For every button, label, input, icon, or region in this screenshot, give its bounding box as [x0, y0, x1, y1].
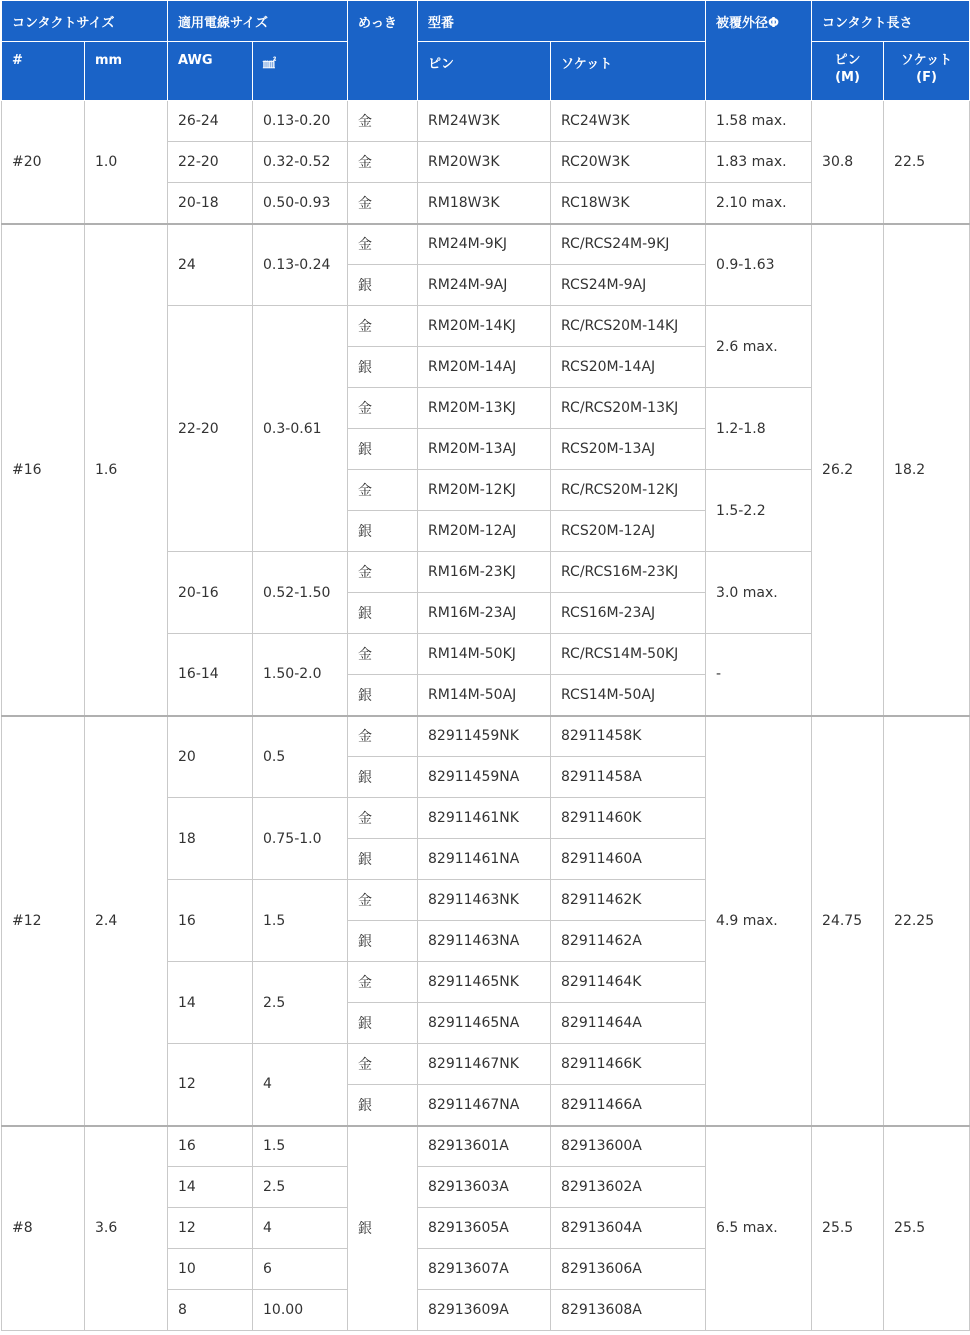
awg-cell: 24 — [168, 224, 253, 306]
header-socket: ソケット — [551, 42, 706, 101]
pin-model-cell: 82913607A — [418, 1249, 551, 1290]
awg-cell: 8 — [168, 1290, 253, 1331]
socket-model-cell: RC/RCS20M-12KJ — [551, 470, 706, 511]
pin-model-cell: 82911467NA — [418, 1085, 551, 1126]
awg-cell: 18 — [168, 798, 253, 880]
awg-cell: 12 — [168, 1208, 253, 1249]
plating-cell: 銀 — [348, 511, 418, 552]
pin-length-cell: 26.2 — [812, 224, 884, 716]
sqmm-cell: 0.3-0.61 — [253, 306, 348, 552]
pin-model-cell: RM24M-9AJ — [418, 265, 551, 306]
awg-cell: 10 — [168, 1249, 253, 1290]
pin-model-cell: 82911465NK — [418, 962, 551, 1003]
awg-cell: 26-24 — [168, 101, 253, 142]
socket-model-cell: RC20W3K — [551, 142, 706, 183]
sqmm-cell: 0.32-0.52 — [253, 142, 348, 183]
header-row-2 — [2, 42, 970, 101]
awg-cell: 14 — [168, 1167, 253, 1208]
awg-cell: 16 — [168, 880, 253, 962]
socket-model-cell: 82911462K — [551, 880, 706, 921]
plating-cell: 金 — [348, 1044, 418, 1085]
header-pin-length-line1: ピン — [834, 53, 861, 68]
pin-length-cell: 25.5 — [812, 1126, 884, 1331]
socket-length-cell: 22.25 — [884, 716, 970, 1126]
header-pin-length — [812, 42, 884, 101]
table-row — [2, 101, 970, 142]
sqmm-cell: 4 — [253, 1044, 348, 1126]
contact-size-cell: #12 — [2, 716, 85, 1126]
pin-model-cell: 82911459NA — [418, 757, 551, 798]
header-wire-size: 適用電線サイズ — [168, 1, 348, 42]
plating-cell: 銀 — [348, 757, 418, 798]
pin-model-cell: 82913609A — [418, 1290, 551, 1331]
awg-cell: 20-18 — [168, 183, 253, 224]
pin-model-cell: 82911463NA — [418, 921, 551, 962]
socket-model-cell: RCS16M-23AJ — [551, 593, 706, 634]
pin-model-cell: RM18W3K — [418, 183, 551, 224]
socket-model-cell: 82913600A — [551, 1126, 706, 1167]
plating-cell: 金 — [348, 183, 418, 224]
pin-length-cell: 24.75 — [812, 716, 884, 1126]
table-body — [2, 101, 970, 1331]
sqmm-cell: 6 — [253, 1249, 348, 1290]
sqmm-cell: 0.75-1.0 — [253, 798, 348, 880]
awg-cell: 20 — [168, 716, 253, 798]
plating-cell: 銀 — [348, 593, 418, 634]
pin-model-cell: RM20M-14KJ — [418, 306, 551, 347]
pin-model-cell: RM20M-13AJ — [418, 429, 551, 470]
plating-cell: 銀 — [348, 1085, 418, 1126]
socket-model-cell: RC24W3K — [551, 101, 706, 142]
sqmm-cell: 0.13-0.20 — [253, 101, 348, 142]
pin-model-cell: RM20M-12KJ — [418, 470, 551, 511]
pin-model-cell: RM16M-23AJ — [418, 593, 551, 634]
pin-model-cell: 82911463NK — [418, 880, 551, 921]
pin-model-cell: RM20M-14AJ — [418, 347, 551, 388]
socket-model-cell: 82913602A — [551, 1167, 706, 1208]
table-row — [2, 1126, 970, 1167]
contact-size-cell: #20 — [2, 101, 85, 224]
sqmm-cell: 10.00 — [253, 1290, 348, 1331]
pin-length-cell: 30.8 — [812, 101, 884, 224]
plating-cell: 金 — [348, 101, 418, 142]
header-sqmm: ㎟ — [253, 42, 348, 101]
pin-model-cell: RM24W3K — [418, 101, 551, 142]
header-mm: mm — [85, 42, 168, 101]
sqmm-cell: 2.5 — [253, 1167, 348, 1208]
plating-cell: 金 — [348, 470, 418, 511]
awg-cell: 16-14 — [168, 634, 253, 716]
awg-cell: 12 — [168, 1044, 253, 1126]
socket-model-cell: RCS14M-50AJ — [551, 675, 706, 716]
contact-mm-cell: 3.6 — [85, 1126, 168, 1331]
insulation-od-cell: 6.5 max. — [706, 1126, 812, 1331]
header-socket-length — [884, 42, 970, 101]
plating-cell: 銀 — [348, 839, 418, 880]
table-row — [2, 224, 970, 265]
pin-model-cell: 82913601A — [418, 1126, 551, 1167]
sqmm-cell: 1.5 — [253, 880, 348, 962]
header-socket-length-line2: (F) — [916, 70, 937, 85]
plating-cell: 金 — [348, 552, 418, 593]
socket-model-cell: 82911464A — [551, 1003, 706, 1044]
plating-cell: 金 — [348, 880, 418, 921]
sqmm-cell: 0.50-0.93 — [253, 183, 348, 224]
pin-model-cell: RM24M-9KJ — [418, 224, 551, 265]
socket-model-cell: 82913604A — [551, 1208, 706, 1249]
contact-size-cell: #16 — [2, 224, 85, 716]
socket-model-cell: 82911458K — [551, 716, 706, 757]
sqmm-cell: 1.50-2.0 — [253, 634, 348, 716]
socket-length-cell: 25.5 — [884, 1126, 970, 1331]
socket-model-cell: 82911462A — [551, 921, 706, 962]
socket-model-cell: 82911466K — [551, 1044, 706, 1085]
header-contact-size: コンタクトサイズ — [2, 1, 168, 42]
contact-mm-cell: 2.4 — [85, 716, 168, 1126]
plating-cell: 銀 — [348, 675, 418, 716]
socket-model-cell: RC/RCS20M-14KJ — [551, 306, 706, 347]
contact-mm-cell: 1.6 — [85, 224, 168, 716]
plating-cell: 金 — [348, 224, 418, 265]
insulation-od-cell: - — [706, 634, 812, 716]
pin-model-cell: 82911459NK — [418, 716, 551, 757]
sqmm-cell: 2.5 — [253, 962, 348, 1044]
sqmm-cell: 1.5 — [253, 1126, 348, 1167]
contact-spec-table — [1, 0, 970, 1331]
insulation-od-cell: 2.6 max. — [706, 306, 812, 388]
socket-model-cell: RCS24M-9AJ — [551, 265, 706, 306]
header-pin-length-line2: (M) — [835, 70, 860, 85]
sqmm-cell: 0.13-0.24 — [253, 224, 348, 306]
pin-model-cell: 82913605A — [418, 1208, 551, 1249]
header-socket-length-line1: ソケット — [900, 53, 953, 68]
pin-model-cell: RM14M-50KJ — [418, 634, 551, 675]
pin-model-cell: RM14M-50AJ — [418, 675, 551, 716]
sqmm-cell: 0.52-1.50 — [253, 552, 348, 634]
table-row — [2, 716, 970, 757]
awg-cell: 22-20 — [168, 142, 253, 183]
plating-cell: 銀 — [348, 265, 418, 306]
socket-model-cell: 82911466A — [551, 1085, 706, 1126]
insulation-od-cell: 3.0 max. — [706, 552, 812, 634]
pin-model-cell: RM20M-12AJ — [418, 511, 551, 552]
socket-model-cell: 82913608A — [551, 1290, 706, 1331]
header-pin: ピン — [418, 42, 551, 101]
socket-model-cell: 82911460K — [551, 798, 706, 839]
plating-cell: 金 — [348, 798, 418, 839]
pin-model-cell: RM20W3K — [418, 142, 551, 183]
socket-model-cell: RC18W3K — [551, 183, 706, 224]
socket-model-cell: 82913606A — [551, 1249, 706, 1290]
header-awg: AWG — [168, 42, 253, 101]
plating-cell: 金 — [348, 388, 418, 429]
socket-length-cell: 18.2 — [884, 224, 970, 716]
socket-length-cell: 22.5 — [884, 101, 970, 224]
header-plating: めっき — [348, 1, 418, 101]
sqmm-cell: 0.5 — [253, 716, 348, 798]
contact-size-cell: #8 — [2, 1126, 85, 1331]
pin-model-cell: RM20M-13KJ — [418, 388, 551, 429]
sqmm-cell: 4 — [253, 1208, 348, 1249]
socket-model-cell: RC/RCS20M-13KJ — [551, 388, 706, 429]
insulation-od-cell: 1.58 max. — [706, 101, 812, 142]
insulation-od-cell: 2.10 max. — [706, 183, 812, 224]
awg-cell: 16 — [168, 1126, 253, 1167]
plating-cell: 金 — [348, 716, 418, 757]
pin-model-cell: 82913603A — [418, 1167, 551, 1208]
header-insulation-od: 被覆外径Φ — [706, 1, 812, 101]
pin-model-cell: RM16M-23KJ — [418, 552, 551, 593]
plating-cell: 金 — [348, 142, 418, 183]
header-contact-length: コンタクト長さ — [812, 1, 970, 42]
header-model: 型番 — [418, 1, 706, 42]
header-row-1 — [2, 1, 970, 42]
insulation-od-cell: 4.9 max. — [706, 716, 812, 1126]
pin-model-cell: 82911461NK — [418, 798, 551, 839]
plating-cell: 金 — [348, 962, 418, 1003]
socket-model-cell: 82911460A — [551, 839, 706, 880]
plating-cell: 銀 — [348, 347, 418, 388]
socket-model-cell: RC/RCS16M-23KJ — [551, 552, 706, 593]
plating-cell: 金 — [348, 306, 418, 347]
plating-cell: 金 — [348, 634, 418, 675]
awg-cell: 14 — [168, 962, 253, 1044]
plating-cell: 銀 — [348, 1003, 418, 1044]
awg-cell: 22-20 — [168, 306, 253, 552]
socket-model-cell: 82911464K — [551, 962, 706, 1003]
socket-model-cell: RC/RCS24M-9KJ — [551, 224, 706, 265]
socket-model-cell: 82911458A — [551, 757, 706, 798]
socket-model-cell: RCS20M-13AJ — [551, 429, 706, 470]
insulation-od-cell: 1.83 max. — [706, 142, 812, 183]
insulation-od-cell: 1.5-2.2 — [706, 470, 812, 552]
insulation-od-cell: 0.9-1.63 — [706, 224, 812, 306]
socket-model-cell: RCS20M-14AJ — [551, 347, 706, 388]
pin-model-cell: 82911467NK — [418, 1044, 551, 1085]
socket-model-cell: RCS20M-12AJ — [551, 511, 706, 552]
plating-cell: 銀 — [348, 429, 418, 470]
contact-mm-cell: 1.0 — [85, 101, 168, 224]
pin-model-cell: 82911461NA — [418, 839, 551, 880]
awg-cell: 20-16 — [168, 552, 253, 634]
insulation-od-cell: 1.2-1.8 — [706, 388, 812, 470]
pin-model-cell: 82911465NA — [418, 1003, 551, 1044]
header-hash: # — [2, 42, 85, 101]
plating-cell: 銀 — [348, 1126, 418, 1331]
socket-model-cell: RC/RCS14M-50KJ — [551, 634, 706, 675]
plating-cell: 銀 — [348, 921, 418, 962]
